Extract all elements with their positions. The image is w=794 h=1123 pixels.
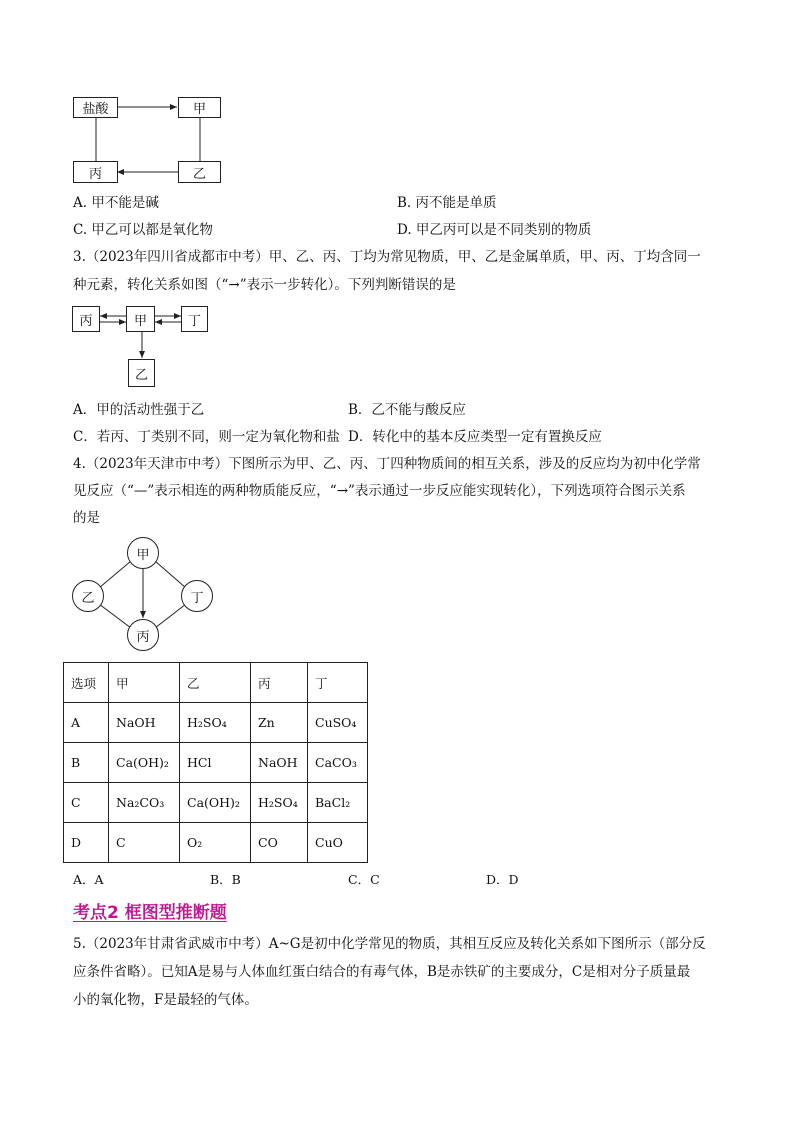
table-cell: CaCO₃ bbox=[308, 743, 368, 783]
q4-answer-c: C．C bbox=[348, 872, 380, 887]
q4-options-table bbox=[63, 662, 368, 863]
table-header-cell: 甲 bbox=[109, 663, 180, 703]
table-cell: Ca(OH)₂ bbox=[109, 743, 180, 783]
circle-jia: 甲 bbox=[127, 537, 159, 569]
line-jia-ding bbox=[155, 561, 186, 588]
table-cell: CO bbox=[251, 823, 308, 863]
line-ding-bing bbox=[155, 604, 186, 628]
circle-ding: 丁 bbox=[181, 580, 213, 612]
box-jia: 甲 bbox=[178, 97, 221, 118]
table-row bbox=[64, 743, 368, 783]
q5-text-line3: 小的氧化物，F是最轻的气体。 bbox=[73, 992, 258, 1008]
q2-option-c: C. 甲乙可以都是氧化物 bbox=[73, 222, 213, 238]
table-cell: A bbox=[64, 703, 109, 743]
q3-option-b: B．乙不能与酸反应 bbox=[348, 402, 466, 418]
q5-text-line2: 应条件省略）。已知A是易与人体血红蛋白结合的有毒气体，B是赤铁矿的主要成分，C是相对分子质量最 bbox=[73, 964, 691, 980]
box-jia: 甲 bbox=[126, 306, 155, 332]
q5-text-line1: 5.（2023年甘肃省武威市中考）A~G是初中化学常见的物质，其相互反应及转化关系如下图所示（部分反 bbox=[73, 936, 706, 952]
table-cell: O₂ bbox=[180, 823, 251, 863]
q4-text-line1: 4.（2023年天津市中考）下图所示为甲、乙、丙、丁四种物质间的相互关系，涉及的反应均为初中化学常 bbox=[73, 456, 701, 472]
q4-answer-b: B．B bbox=[210, 872, 241, 887]
circle-bing: 丙 bbox=[127, 619, 159, 651]
box-yi: 乙 bbox=[178, 161, 221, 183]
table-header-cell: 乙 bbox=[180, 663, 251, 703]
circle-yi: 乙 bbox=[72, 580, 104, 612]
table-cell: Ca(OH)₂ bbox=[180, 783, 251, 823]
table-cell: CuO bbox=[308, 823, 368, 863]
q4-text-line2: 见反应（“—”表示相连的两种物质能反应，“→”表示通过一步反应能实现转化），下列选项符合图示关系 bbox=[73, 483, 686, 499]
table-cell: D bbox=[64, 823, 109, 863]
table-cell: H₂SO₄ bbox=[251, 783, 308, 823]
table-cell: NaOH bbox=[251, 743, 308, 783]
q4-answer-d: D．D bbox=[486, 872, 519, 887]
table-cell: CuSO₄ bbox=[308, 703, 368, 743]
box-ding: 丁 bbox=[181, 306, 208, 332]
table-cell: BaCl₂ bbox=[308, 783, 368, 823]
q3-option-a: A．甲的活动性强于乙 bbox=[73, 402, 205, 418]
q3-text-line1: 3.（2023年四川省成都市中考）甲、乙、丙、丁均为常见物质，甲、乙是金属单质，甲、丙、丁均含同一 bbox=[73, 249, 701, 265]
q2-option-a: A. 甲不能是碱 bbox=[73, 195, 159, 211]
box-bing: 丙 bbox=[73, 161, 118, 183]
table-cell: Na₂CO₃ bbox=[109, 783, 180, 823]
box-bing: 丙 bbox=[72, 306, 100, 332]
table-row bbox=[64, 703, 368, 743]
q2-option-b: B. 丙不能是单质 bbox=[397, 195, 497, 211]
q4-text-line3: 的是 bbox=[73, 510, 100, 526]
table-row bbox=[64, 783, 368, 823]
q4-answer-a: A．A bbox=[73, 872, 104, 887]
table-header-row bbox=[64, 663, 368, 703]
table-cell: NaOH bbox=[109, 703, 180, 743]
line-yi-bing bbox=[99, 604, 131, 628]
box-hydrochloric-acid: 盐酸 bbox=[73, 97, 118, 118]
q3-option-d: D．转化中的基本反应类型一定有置换反应 bbox=[348, 429, 602, 445]
line-jia-yi bbox=[99, 561, 131, 588]
box-yi: 乙 bbox=[128, 359, 155, 387]
q3-text-line2: 种元素，转化关系如图（“→”表示一步转化）。下列判断错误的是 bbox=[73, 277, 456, 293]
table-header-cell: 丁 bbox=[308, 663, 368, 703]
table-cell: C bbox=[64, 783, 109, 823]
table-cell: H₂SO₄ bbox=[180, 703, 251, 743]
table-cell: Zn bbox=[251, 703, 308, 743]
table-row bbox=[64, 823, 368, 863]
table-header-cell: 选项 bbox=[64, 663, 109, 703]
q3-option-c: C．若丙、丁类别不同，则一定为氧化物和盐 bbox=[73, 429, 340, 445]
table-cell: HCl bbox=[180, 743, 251, 783]
section-heading: 考点2 框图型推断题 bbox=[73, 903, 227, 923]
table-header-cell: 丙 bbox=[251, 663, 308, 703]
table-cell: B bbox=[64, 743, 109, 783]
table-cell: C bbox=[109, 823, 180, 863]
q2-option-d: D. 甲乙丙可以是不同类别的物质 bbox=[397, 222, 592, 238]
